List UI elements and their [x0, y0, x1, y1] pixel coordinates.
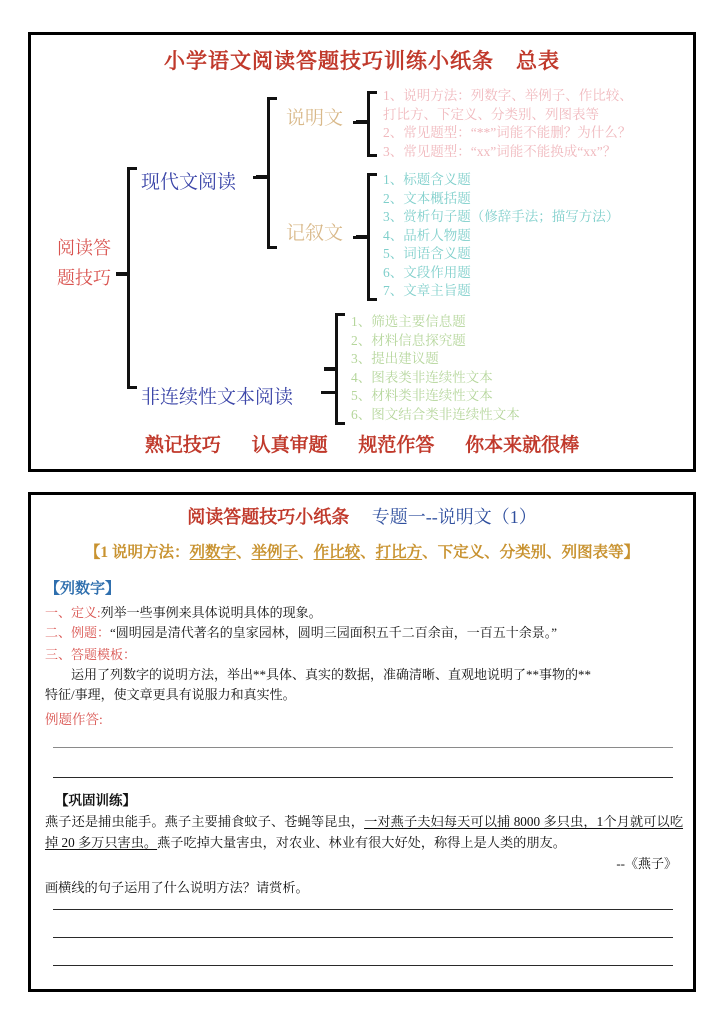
method-term-3: 作比较 — [313, 544, 361, 561]
drill-title: 【巩固训练】 — [55, 793, 136, 808]
narrative-item-5: 5、词语含义题 — [383, 246, 471, 261]
noncontinuous-item-2: 2、材料信息探究题 — [351, 332, 466, 348]
noncontinuous-item-1: 1、筛选主要信息题 — [351, 314, 466, 329]
expository-item-3: 3、常见题型：“xx”词能不能换成“xx”？ — [383, 143, 617, 159]
mindmap-branch-narrative: 记叙文 — [286, 223, 344, 244]
footer-slogan-2: 认真审题 — [251, 435, 328, 456]
expository-items — [383, 87, 633, 161]
narrative-item-2: 2、文本概括题 — [383, 190, 471, 206]
expository-item-1b: 打比方、下定义、分类别、列图表等 — [383, 106, 599, 122]
mindmap-branch-noncontinuous-reading: 非连续性文本阅读 — [141, 387, 294, 408]
template-lead-line — [45, 645, 136, 664]
example-text: “圆明园是清代著名的皇家园林，圆明三园面积五千二百余亩，一百五十余景。” — [110, 625, 558, 640]
footer-slogan-3: 规范作答 — [358, 435, 435, 456]
definition-lead: 一、定义: — [45, 605, 101, 620]
template-body — [45, 665, 681, 705]
noncontinuous-item-4: 4、图表类非连续性文本 — [351, 369, 493, 385]
noncontinuous-item-6: 6、图文结合类非连续性文本 — [351, 406, 520, 422]
expository-item-1: 1、说明方法：列数字、举例子、作比较、 — [383, 88, 633, 103]
mindmap-root-label — [41, 233, 127, 293]
method-term-4: 打比方 — [375, 544, 423, 561]
method-term-2: 举例子 — [251, 544, 299, 561]
lesson-card — [28, 492, 696, 992]
template-text-line-2: 特征/事理，使文章更具有说服力和真实性。 — [45, 687, 296, 702]
narrative-item-1: 1、标题含义题 — [383, 172, 471, 187]
footer-slogan-1: 熟记技巧 — [144, 435, 221, 456]
method-term-1: 列数字 — [189, 544, 237, 561]
drill-text-part2: 燕子吃掉大量害虫，对农业、林业有很大好处，称得上是人类的朋友。 — [157, 835, 566, 850]
methods-prefix: 【1 说明方法： — [84, 544, 190, 561]
footer-slogan-4: 你本来就很棒 — [465, 435, 580, 456]
expository-leaf-brace — [367, 91, 370, 157]
lesson-section-title: 【列数字】 — [45, 581, 121, 597]
drill-question-text: 画横线的句子运用了什么说明方法？请赏析。 — [45, 880, 309, 895]
answer-rule-2 — [53, 777, 673, 778]
mindmap-branch-modern-reading: 现代文阅读 — [141, 172, 237, 193]
definition-text: 列举一些事例来具体说明具体的现象。 — [100, 605, 322, 620]
drill-attribution: --《燕子》 — [616, 856, 677, 871]
noncontinuous-leaf-brace — [335, 313, 338, 425]
noncontinuous-items — [351, 313, 520, 424]
lesson-header — [31, 503, 693, 529]
narrative-item-4: 4、品析人物题 — [383, 227, 471, 243]
root-line-2: 题技巧 — [57, 268, 111, 288]
lesson-header-topic: 专题一--说明文（1） — [371, 507, 537, 527]
noncontinuous-item-5: 5、材料类非连续性文本 — [351, 388, 493, 403]
template-text-line-1: 运用了列数字的说明方法，举出**具体、真实的数据，准确清晰、直观地说明了**事物的** — [71, 667, 592, 682]
mindmap-footer — [31, 430, 693, 457]
example-lead: 二、例题： — [45, 625, 111, 640]
root-line-1: 阅读答 — [57, 238, 111, 258]
lesson-methods-line: 【1 说明方法：列数字、举例子、作比较、打比方、下定义、分类别、列图表等】 — [84, 544, 640, 561]
noncontinuous-item-3: 3、提出建议题 — [351, 351, 439, 366]
connector-noncontinuous — [321, 391, 335, 394]
narrative-item-7: 7、文章主旨题 — [383, 283, 471, 298]
lesson-header-title: 阅读答题技巧小纸条 — [187, 507, 350, 527]
drill-rule-1 — [53, 909, 673, 910]
answer-rule-1 — [53, 747, 673, 748]
drill-rule-3 — [53, 965, 673, 966]
mindmap-title: 小学语文阅读答题技巧训练小纸条 总表 — [164, 49, 560, 73]
root-brace — [127, 167, 130, 389]
example-line — [45, 623, 557, 642]
drill-rule-2 — [53, 937, 673, 938]
drill-passage — [45, 811, 683, 853]
drill-question — [45, 877, 683, 898]
mindmap-branch-expository: 说明文 — [286, 108, 344, 129]
answer-label: 例题作答: — [45, 712, 103, 727]
drill-text-underlined: 一对燕子夫妇每天可以捕 8000 多只虫，1个月就可以吃掉 20 多万只害虫。 — [45, 814, 684, 850]
definition-line — [45, 603, 322, 622]
narrative-leaf-brace — [367, 173, 370, 301]
methods-rest: 下定义、分类别、列图表等】 — [437, 544, 640, 561]
modern-reading-brace — [267, 97, 270, 249]
expository-item-2: 2、常见题型：“**”词能不能删？为什么？ — [383, 125, 632, 140]
narrative-items — [383, 171, 619, 301]
mindmap-card — [28, 32, 696, 472]
template-lead: 三、答题模板： — [45, 647, 137, 662]
narrative-item-3: 3、赏析句子题（修辞手法；描写方法） — [383, 209, 620, 224]
narrative-item-6: 6、文段作用题 — [383, 264, 471, 280]
drill-text-part1: 燕子还是捕虫能手。燕子主要捕食蚊子、苍蝇等昆虫， — [45, 814, 365, 829]
